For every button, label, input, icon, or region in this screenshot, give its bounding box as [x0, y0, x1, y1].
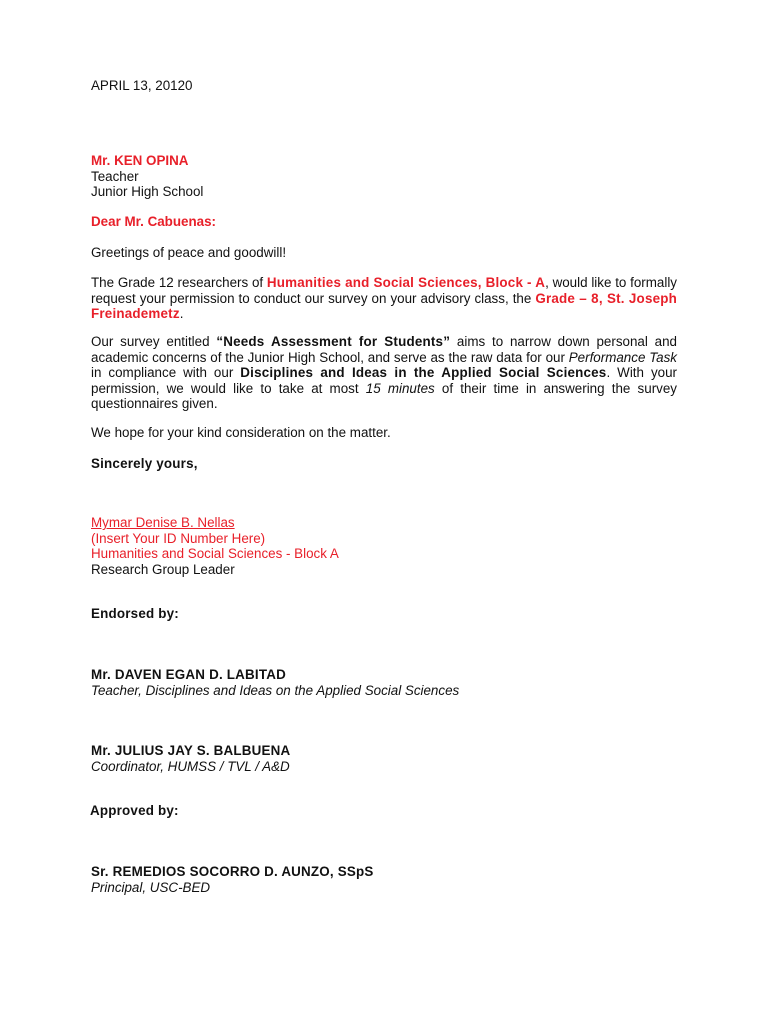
endorser1-block	[91, 667, 677, 698]
target-section: Grade – 8, St. Joseph Freinademetz	[91, 290, 677, 321]
sign-off: Sincerely yours,	[91, 456, 198, 471]
sender-name: Mymar Denise B. Nellas	[91, 515, 235, 530]
request-paragraph	[91, 275, 677, 322]
subject-name: Disciplines and Ideas in the Applied Social Sciences	[240, 365, 607, 380]
performance-task: Performance Task	[568, 349, 677, 365]
survey-text-3: in compliance with our	[91, 365, 241, 380]
survey-text-2: aims to narrow down personal and academic concerns of the Junior High School, and serve as the raw data for our	[91, 334, 677, 365]
survey-paragraph	[91, 334, 677, 412]
survey-text-5: of their time in answering the survey questionnaires given.	[91, 380, 677, 411]
endorser2-name: Mr. JULIUS JAY S. BALBUENA	[91, 743, 291, 758]
endorser1-name: Mr. DAVEN EGAN D. LABITAD	[91, 667, 286, 682]
recipient-title: Teacher	[91, 168, 139, 184]
endorser1-title: Teacher, Disciplines and Ideas on the Applied Social Sciences	[91, 682, 460, 698]
sender-id: (Insert Your ID Number Here)	[91, 530, 266, 546]
recipient-block	[91, 153, 677, 200]
survey-duration: 15 minutes	[365, 380, 435, 396]
request-text-1: The Grade 12 researchers of	[91, 275, 267, 290]
request-text-2: , would like to formally request your permission to conduct our survey on your advisory class, the	[91, 275, 678, 306]
approver-block	[91, 864, 677, 895]
recipient-name: Mr. KEN OPINA	[91, 153, 189, 168]
survey-text-1: Our survey entitled	[91, 334, 217, 349]
letter-date: APRIL 13, 20120	[91, 78, 193, 93]
approver-name: Sr. REMEDIOS SOCORRO D. AUNZO, SSpS	[91, 864, 374, 879]
endorsed-label: Endorsed by:	[91, 606, 179, 621]
closing-note: We hope for your kind consideration on the matter.	[91, 425, 391, 440]
recipient-school: Junior High School	[91, 184, 204, 199]
survey-title: “Needs Assessment for Students”	[216, 334, 451, 349]
requesting-block: Humanities and Social Sciences, Block - A	[266, 275, 546, 290]
request-text-3: .	[179, 306, 184, 321]
sender-block	[91, 515, 677, 577]
greeting: Greetings of peace and goodwill!	[91, 245, 287, 260]
sender-role: Research Group Leader	[91, 561, 235, 577]
sender-block-name: Humanities and Social Sciences - Block A	[91, 546, 339, 561]
survey-text-4: . With your permission, we would like to take at most	[91, 365, 677, 396]
endorser2-title: Coordinator, HUMSS / TVL / A&D	[91, 758, 290, 774]
approver-title: Principal, USC-BED	[91, 879, 211, 895]
salutation: Dear Mr. Cabuenas:	[91, 214, 217, 229]
endorser2-block	[91, 743, 677, 774]
approved-label: Approved by:	[90, 803, 179, 818]
